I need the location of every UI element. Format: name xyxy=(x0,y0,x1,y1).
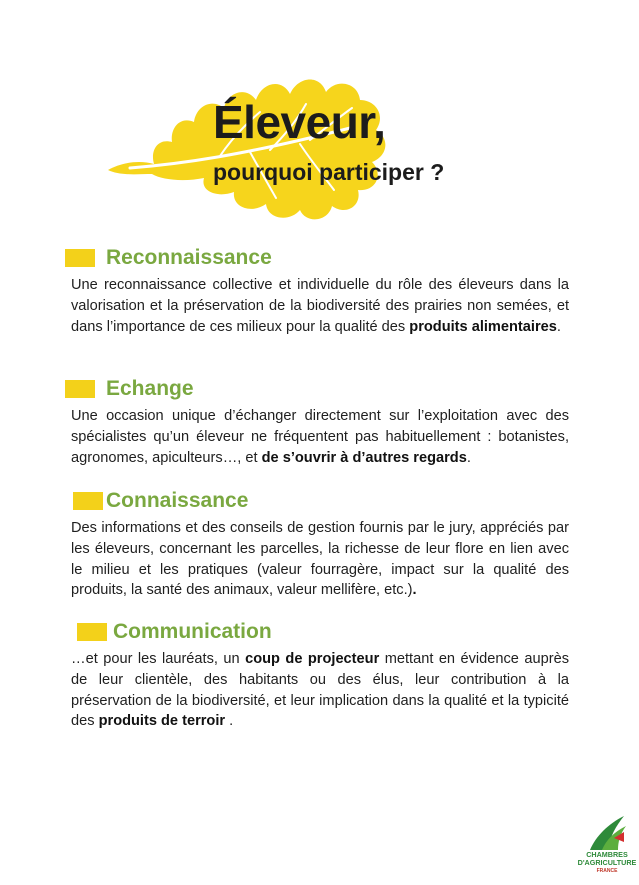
section-connaissance xyxy=(71,486,569,601)
bullet-square-icon xyxy=(65,249,95,267)
section-title: Reconnaissance xyxy=(106,246,272,269)
page-subtitle: pourquoi participer ? xyxy=(213,159,445,185)
section-title: Communication xyxy=(113,620,272,643)
page-title: Éleveur, xyxy=(213,96,386,148)
section-body: …et pour les lauréats, un coup de projecteur mettant en évidence auprès de leur clientèle, des habitants ou des élus, leur contribution à la préservation de la biodiversité, et leur implication dans la qualité et la typicité des produits de terroir . xyxy=(71,651,569,730)
bullet-square-icon xyxy=(77,623,107,641)
section-echange xyxy=(71,374,569,468)
section-body: Une occasion unique d’échanger directement sur l’exploitation avec des spécialistes qu’un éleveur ne fréquentent pas habituellement : botanistes, agronomes, apiculteurs…, et de s’ouvrir à d’autres regards. xyxy=(71,408,569,466)
bullet-square-icon xyxy=(65,380,95,398)
section-body: Des informations et des conseils de gestion fournis par le jury, appréciés par les éleveurs, concernant les parcelles, la richesse de leur flore en lien avec le milieu et les pratiques (valeur fourragère, impact sur la qualité des produits, la santé des animaux, valeur mellifère, etc.). xyxy=(71,520,569,599)
section-title: Connaissance xyxy=(106,489,249,512)
section-communication xyxy=(71,617,569,732)
logo-text: CHAMBRES D'AGRICULTURE FRANCE xyxy=(577,850,637,874)
section-body: Une reconnaissance collective et individuelle du rôle des éleveurs dans la valorisation et la préservation de la biodiversité des prairies non semées, et dans l’importance de ces milieux pour la qualité des produits alimentaires. xyxy=(71,277,569,335)
section-reconnaissance xyxy=(71,243,569,337)
bullet-square-icon xyxy=(73,492,103,510)
section-title: Echange xyxy=(106,377,194,400)
